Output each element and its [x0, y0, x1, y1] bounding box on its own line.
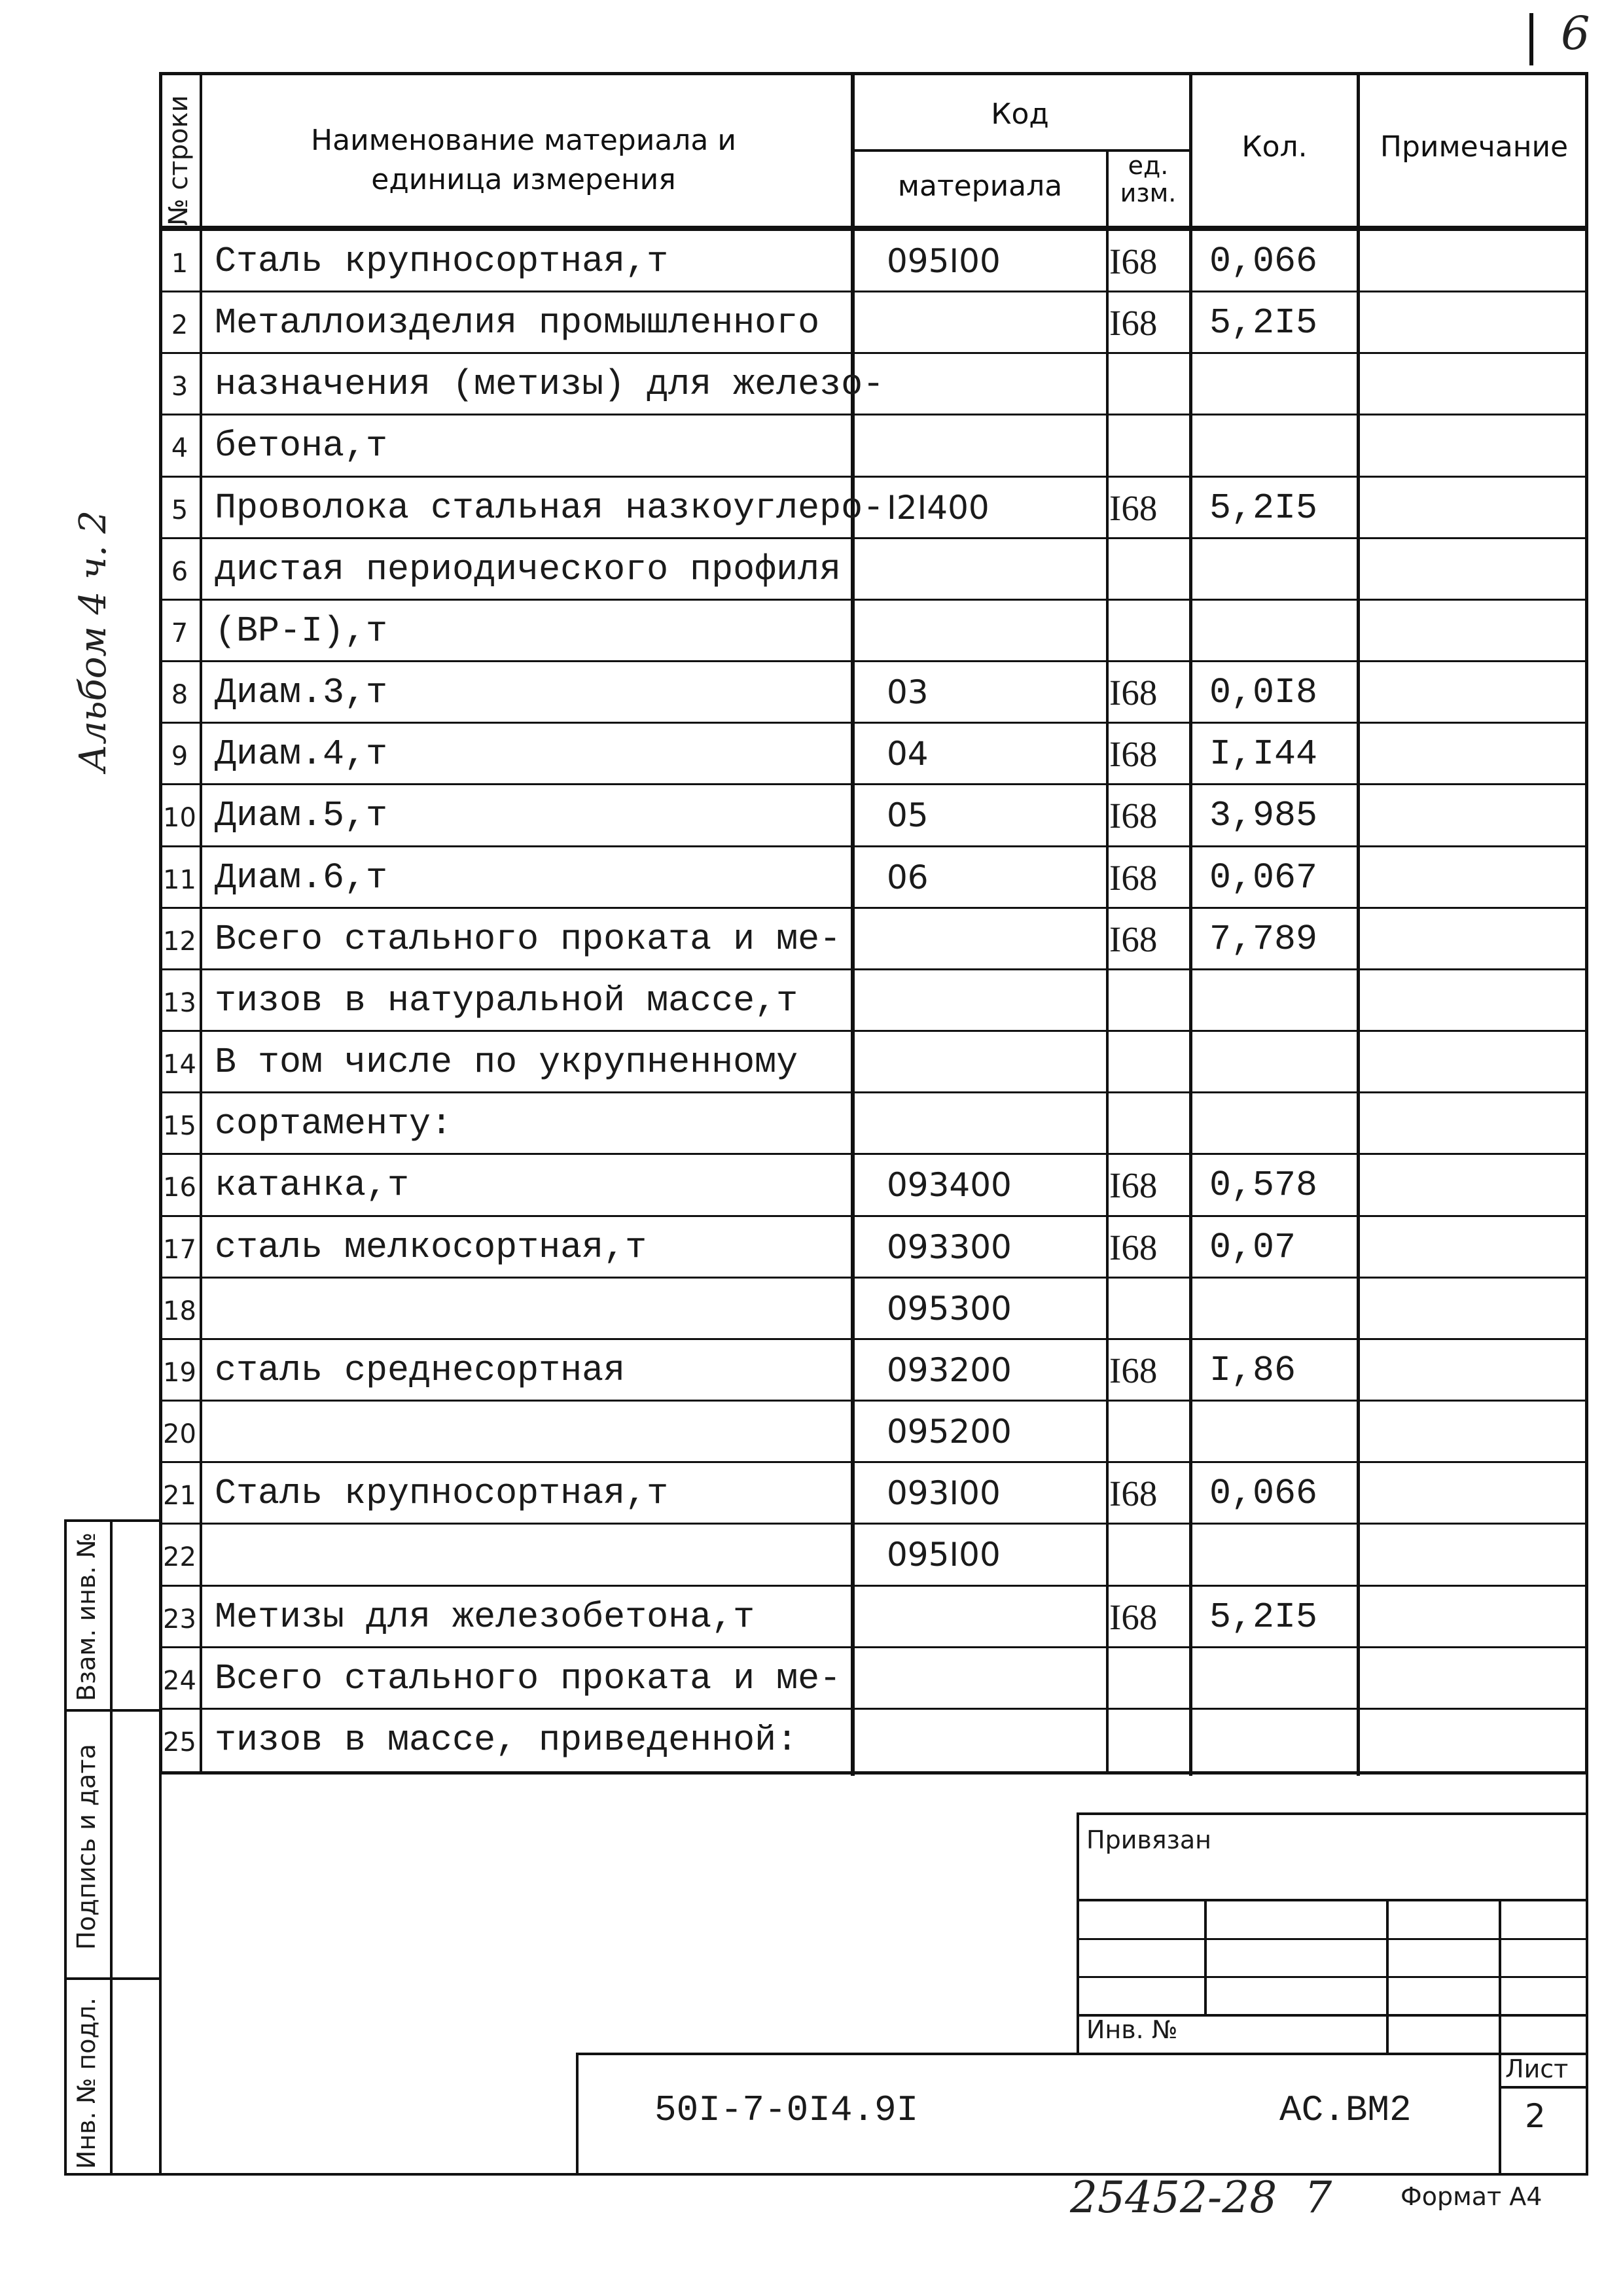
album-note: Альбом 4 ч. 2: [72, 510, 115, 772]
row-material-name: сталь среднесортная: [215, 1349, 626, 1391]
row-number: 4: [171, 433, 188, 464]
row-material-name: Сталь крупносортная,т: [215, 1473, 669, 1515]
page-number-bar: [1529, 13, 1533, 65]
row-divider: [159, 537, 1588, 539]
row-divider: [159, 1523, 1588, 1525]
row-number: 3: [171, 372, 188, 402]
privyazan-label: Привязан: [1086, 1826, 1211, 1854]
side-stamp-inv: Инв. № подл.: [72, 1997, 101, 2169]
row-number: 15: [163, 1111, 196, 1142]
row-material-code: 093300: [887, 1227, 1012, 1266]
row-material-name: Проволока стальная назкоуглеро-: [215, 487, 885, 529]
row-quantity: 0,066: [1209, 241, 1318, 282]
col-divider-name: [851, 72, 855, 1776]
row-quantity: 0,066: [1209, 1473, 1318, 1515]
row-material-code: 095I00: [887, 1536, 1001, 1574]
row-unit-code: I68: [1109, 673, 1158, 713]
row-number: 14: [163, 1050, 196, 1080]
row-unit-code: I68: [1109, 919, 1158, 959]
row-divider: [159, 352, 1588, 354]
row-number: 23: [163, 1604, 196, 1634]
row-unit-code: I68: [1109, 857, 1158, 898]
row-unit-code: I68: [1109, 1165, 1158, 1206]
row-number: 6: [171, 556, 188, 587]
row-divider: [159, 1461, 1588, 1463]
row-material-name: Сталь крупносортная,т: [215, 241, 669, 282]
row-material-name: тизов в массе, приведенной:: [215, 1719, 798, 1761]
row-number: 22: [163, 1542, 196, 1573]
row-divider: [159, 1338, 1588, 1340]
privyazan-row1: [1077, 1899, 1588, 1901]
row-quantity: I,I44: [1209, 733, 1318, 775]
row-material-name: катанка,т: [215, 1165, 410, 1207]
row-quantity: 3,985: [1209, 795, 1318, 837]
row-divider: [159, 1215, 1588, 1217]
row-material-name: сталь мелкосортная,т: [215, 1226, 647, 1268]
row-quantity: 5,2I5: [1209, 1596, 1318, 1638]
row-material-name: дистая периодического профиля: [215, 548, 842, 590]
row-unit-code: I68: [1109, 241, 1158, 281]
row-material-name: Диам.5,т: [215, 795, 388, 837]
row-number: 25: [163, 1727, 196, 1757]
row-number: 13: [163, 987, 196, 1018]
row-unit-code: I68: [1109, 303, 1158, 344]
row-material-code: 095200: [887, 1413, 1012, 1451]
sheet-label: Лист: [1505, 2055, 1569, 2083]
row-number: 8: [171, 680, 188, 711]
row-divider: [159, 1091, 1588, 1093]
row-divider: [159, 845, 1588, 847]
privyazan-row3: [1077, 1976, 1588, 1978]
row-divider: [159, 1277, 1588, 1279]
inv-no-label: Инв. №: [1086, 2015, 1178, 2044]
row-unit-code: I68: [1109, 1474, 1158, 1514]
header-bottom: [159, 226, 1588, 231]
row-number: 9: [171, 741, 188, 772]
row-quantity: 0,578: [1209, 1165, 1318, 1207]
row-material-name: В том числе по укрупненному: [215, 1042, 798, 1084]
row-number: 2: [171, 310, 188, 341]
row-divider: [159, 1400, 1588, 1402]
row-divider: [159, 783, 1588, 785]
row-unit-code: I68: [1109, 1227, 1158, 1267]
row-material-code: 06: [887, 858, 929, 896]
row-number: 11: [163, 864, 196, 895]
row-material-name: сортаменту:: [215, 1103, 453, 1145]
privyazan-col2: [1386, 1899, 1389, 2053]
header-qty: Кол.: [1241, 130, 1308, 164]
row-material-name: Метизы для железобетона,т: [215, 1596, 755, 1638]
side-stamp-line1: [64, 1709, 160, 1712]
row-unit-code: I68: [1109, 1350, 1158, 1390]
row-divider: [159, 660, 1588, 662]
row-divider: [159, 907, 1588, 909]
side-stamp-divider: [110, 1519, 113, 2176]
page-number: 6: [1561, 7, 1590, 60]
row-divider: [159, 476, 1588, 478]
row-number: 24: [163, 1665, 196, 1696]
row-material-code: 093200: [887, 1351, 1012, 1389]
row-material-name: бетона,т: [215, 425, 388, 467]
row-material-name: назначения (метизы) для железо-: [215, 364, 885, 406]
row-divider: [159, 1646, 1588, 1648]
row-material-code: 095I00: [887, 242, 1001, 280]
format-label: Формат А4: [1400, 2182, 1543, 2211]
header-material-name: Наименование материала и единица измерения: [311, 124, 736, 196]
row-number: 18: [163, 1296, 196, 1326]
row-unit-code: I68: [1109, 1597, 1158, 1637]
row-number: 12: [163, 926, 196, 957]
header-row-no: № строки: [164, 95, 194, 226]
row-material-name: Металлоизделия промышленного: [215, 302, 820, 344]
row-divider: [159, 1153, 1588, 1155]
row-material-name: Диам.4,т: [215, 733, 388, 775]
row-material-code: 05: [887, 796, 929, 835]
sheet-divider: [1499, 2053, 1501, 2176]
row-divider: [159, 1585, 1588, 1587]
row-divider: [159, 722, 1588, 724]
col-divider-unit: [1189, 72, 1192, 1776]
row-material-code: I2I400: [887, 488, 990, 527]
sheet-label-line: [1499, 2086, 1588, 2089]
row-material-code: 093I00: [887, 1474, 1001, 1513]
col-divider-qty: [1357, 72, 1360, 1776]
doc-code: АС.ВМ2: [1279, 2089, 1412, 2131]
row-material-code: 03: [887, 673, 929, 712]
row-material-name: Диам.3,т: [215, 672, 388, 714]
row-quantity: 0,0I8: [1209, 672, 1318, 714]
row-number: 5: [171, 495, 188, 525]
row-unit-code: I68: [1109, 734, 1158, 775]
row-number: 7: [171, 618, 188, 648]
side-stamp-podpis: Подпись и дата: [72, 1744, 101, 1950]
col-divider-code: [1106, 149, 1109, 1775]
row-number: 20: [163, 1419, 196, 1450]
side-stamp-vzam: Взам. инв. №: [72, 1532, 101, 1701]
row-divider: [159, 1708, 1588, 1710]
row-divider: [159, 414, 1588, 415]
row-quantity: 7,789: [1209, 918, 1318, 960]
row-divider: [159, 1030, 1588, 1032]
row-quantity: 5,2I5: [1209, 302, 1318, 344]
row-quantity: 5,2I5: [1209, 487, 1318, 529]
row-number: 10: [163, 803, 196, 834]
row-unit-code: I68: [1109, 487, 1158, 528]
row-number: 16: [163, 1173, 196, 1203]
row-material-name: (ВР-I),т: [215, 610, 388, 652]
header-note: Примечание: [1380, 130, 1569, 164]
row-number: 19: [163, 1357, 196, 1388]
side-stamp-line2: [64, 1977, 160, 1980]
header-code-unit: ед. изм.: [1120, 151, 1177, 207]
row-divider: [159, 291, 1588, 292]
row-number: 1: [171, 249, 188, 279]
row-material-name: Всего стального проката и ме-: [215, 1657, 842, 1699]
handwritten-number: 25452-28 7: [1070, 2172, 1332, 2223]
row-unit-code: I68: [1109, 796, 1158, 836]
row-divider: [159, 968, 1588, 970]
privyazan-col1: [1204, 1899, 1207, 2014]
row-material-name: Диам.6,т: [215, 857, 388, 898]
privyazan-row2: [1077, 1938, 1588, 1940]
row-material-code: 093400: [887, 1166, 1012, 1205]
row-quantity: 0,07: [1209, 1226, 1296, 1268]
header-code-material: материала: [897, 169, 1063, 203]
row-material-code: 095300: [887, 1289, 1012, 1328]
row-material-name: тизов в натуральной массе,т: [215, 980, 798, 1021]
row-material-code: 04: [887, 735, 929, 773]
row-quantity: I,86: [1209, 1349, 1296, 1391]
row-number: 21: [163, 1481, 196, 1511]
header-code: Код: [991, 97, 1049, 131]
row-material-name: Всего стального проката и ме-: [215, 918, 842, 960]
row-number: 17: [163, 1234, 196, 1265]
privyazan-col3: [1499, 1899, 1501, 2053]
doc-number: 50I-7-0I4.9I: [654, 2089, 919, 2131]
sheet-value: 2: [1525, 2097, 1546, 2135]
row-quantity: 0,067: [1209, 857, 1318, 898]
row-divider: [159, 599, 1588, 601]
